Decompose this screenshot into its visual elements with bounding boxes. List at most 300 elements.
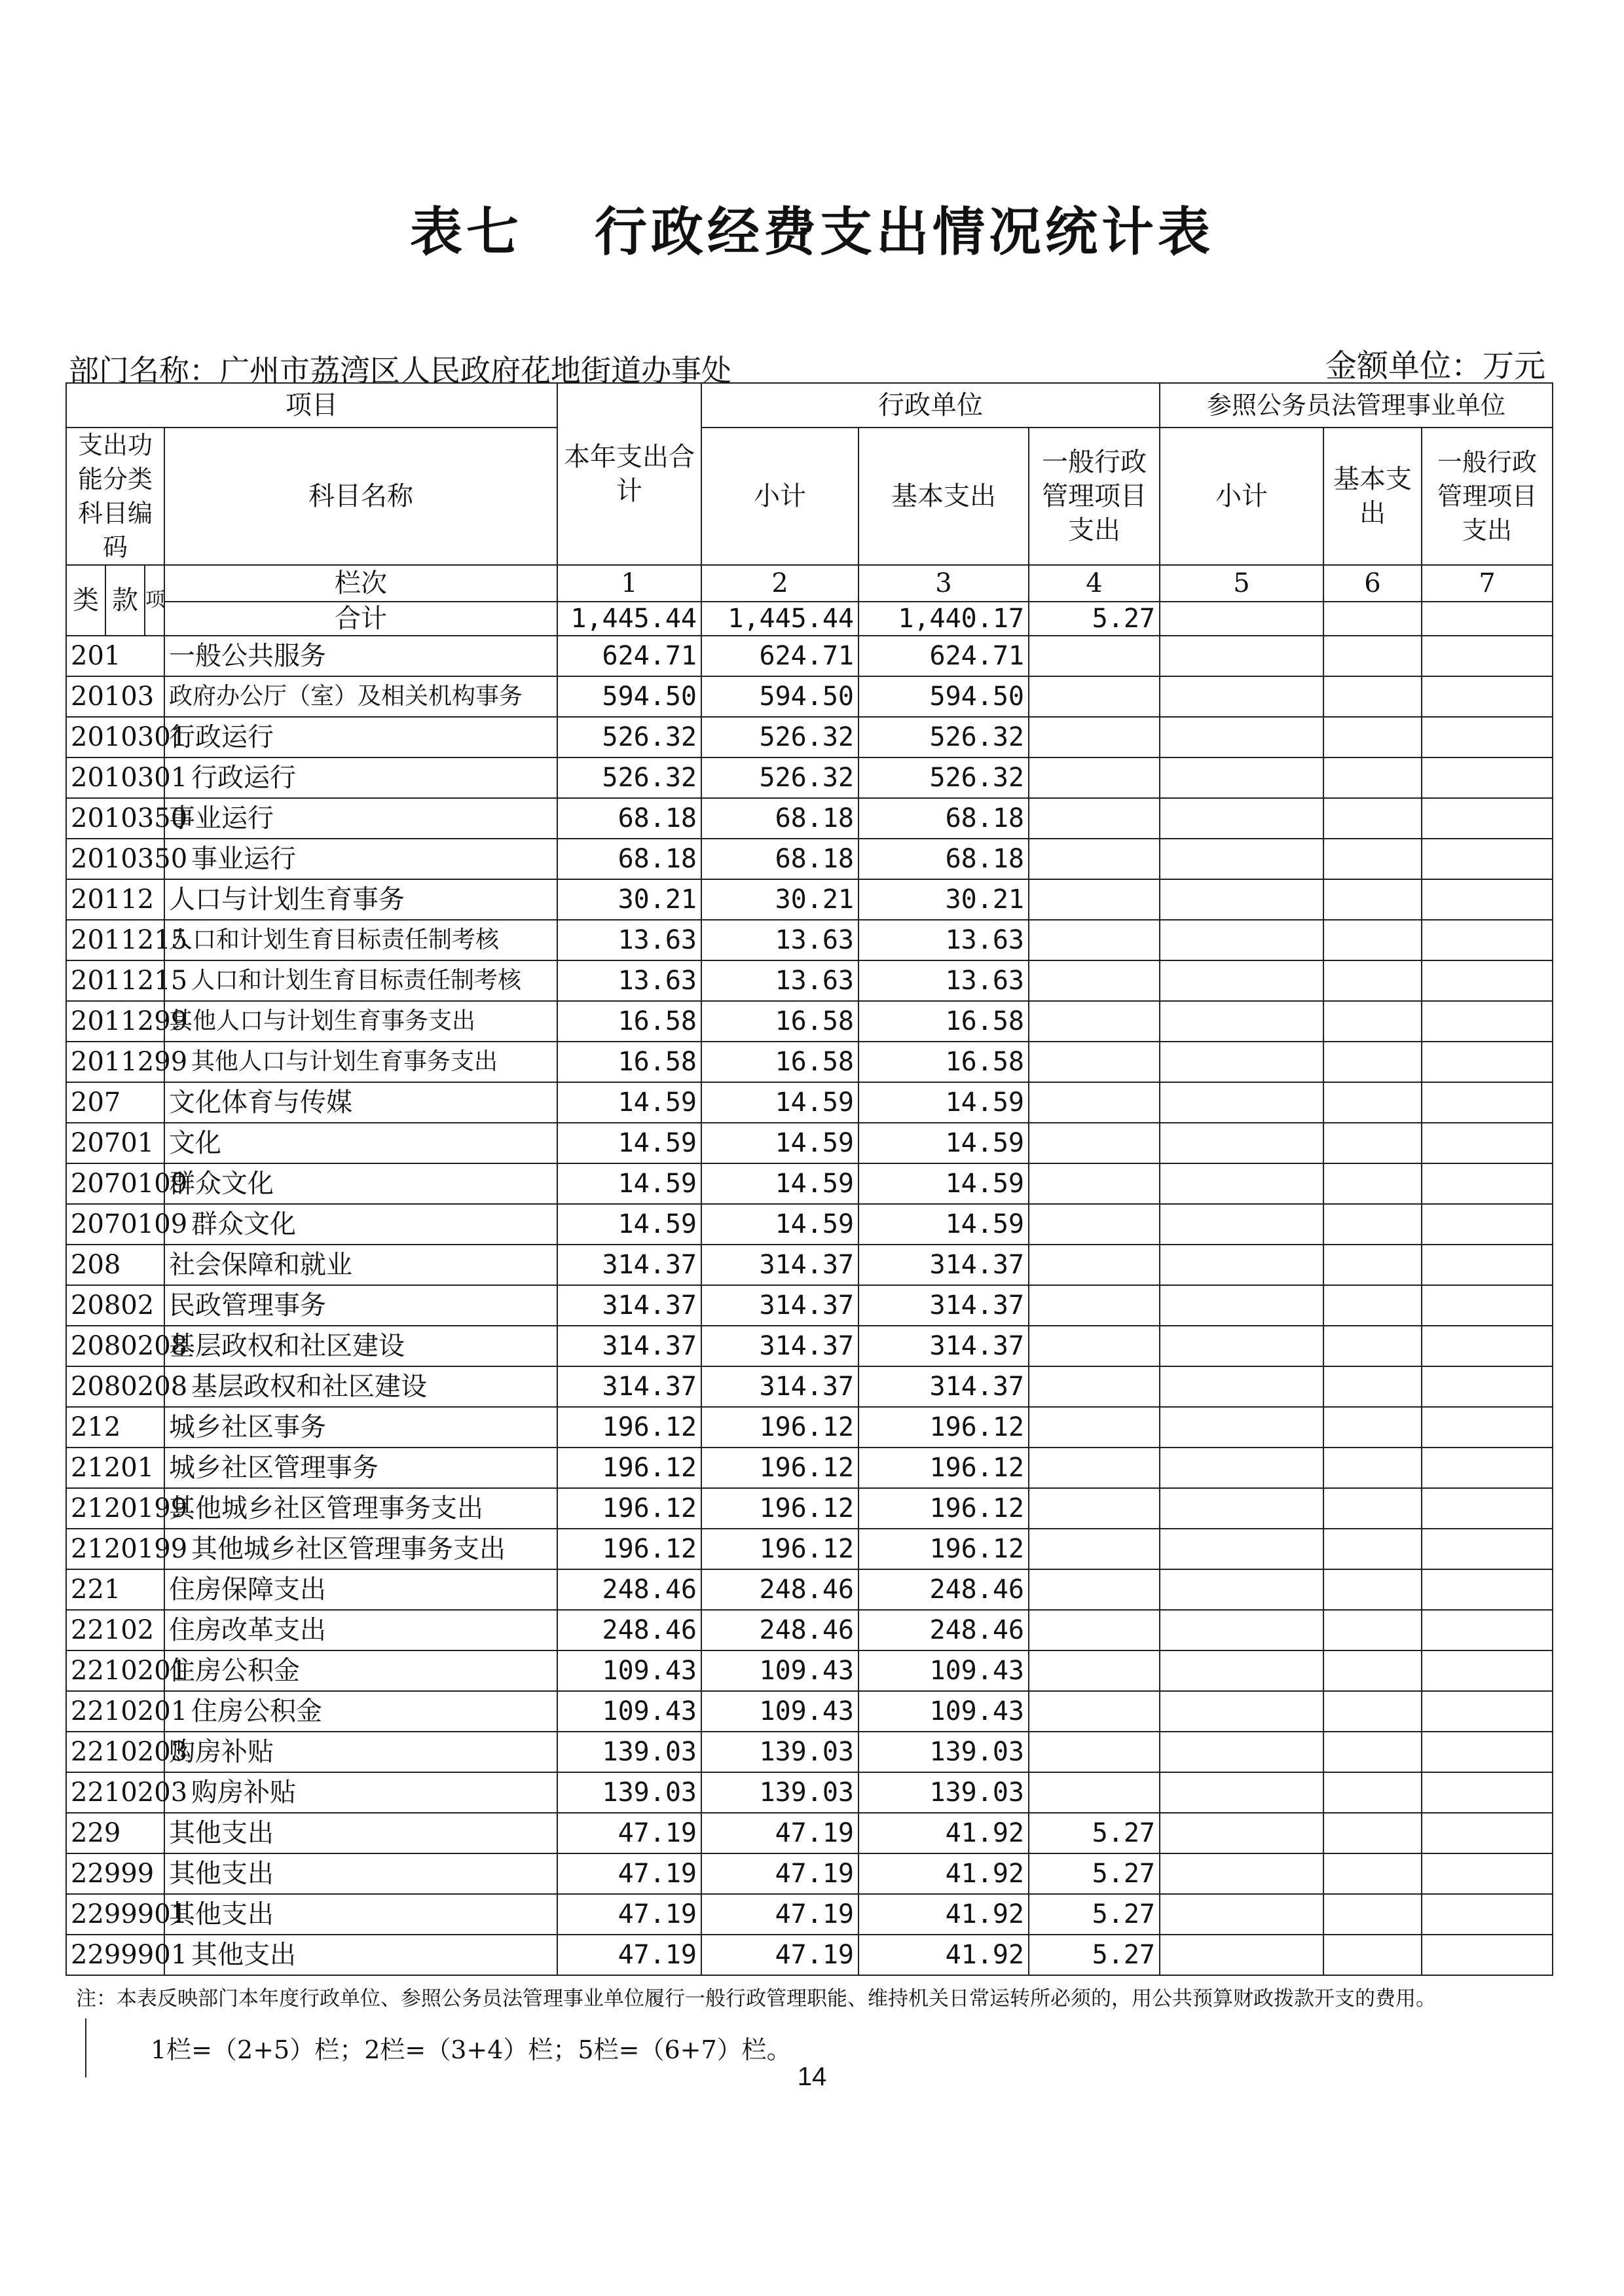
row-code: 2299901 [66, 1935, 164, 1975]
table-row [66, 1732, 1553, 1772]
row-code: 2210203 [66, 1772, 164, 1813]
header-name: 科目名称 [164, 428, 557, 565]
row-name: 住房改革支出 [164, 1610, 557, 1650]
table-row [66, 757, 1553, 798]
header-lanci: 栏次 [164, 565, 557, 602]
row-c3: 314.37 [858, 1245, 1029, 1285]
row-c4 [1029, 1001, 1160, 1042]
row-c7 [1422, 1732, 1553, 1772]
header-ref-project: 一般行政管理项目支出 [1422, 428, 1553, 565]
row-c7 [1422, 920, 1553, 960]
row-c2: 68.18 [701, 839, 858, 879]
row-c4 [1029, 1042, 1160, 1082]
row-code: 221 [66, 1569, 164, 1610]
row-c5 [1160, 1285, 1323, 1326]
table-row [66, 1894, 1553, 1935]
row-c7 [1422, 1163, 1553, 1204]
row-c3: 14.59 [858, 1204, 1029, 1245]
row-c4 [1029, 1123, 1160, 1163]
row-c1: 109.43 [557, 1650, 701, 1691]
row-c2: 47.19 [701, 1813, 858, 1853]
total-c5 [1160, 602, 1323, 636]
row-c7 [1422, 1529, 1553, 1569]
row-code: 2299901 [66, 1894, 164, 1935]
row-name: 群众文化 [164, 1204, 557, 1245]
row-c4 [1029, 1732, 1160, 1772]
row-c5 [1160, 1772, 1323, 1813]
row-name: 一般公共服务 [164, 636, 557, 676]
row-c7 [1422, 1407, 1553, 1448]
row-name: 人口和计划生育目标责任制考核 [164, 920, 557, 960]
row-c4 [1029, 1772, 1160, 1813]
table-row [66, 1935, 1553, 1975]
row-c1: 13.63 [557, 920, 701, 960]
row-c6 [1323, 676, 1422, 717]
header-total: 本年支出合计 [557, 383, 701, 565]
row-name: 人口和计划生育目标责任制考核 [164, 960, 557, 1001]
row-c7 [1422, 1650, 1553, 1691]
row-c1: 314.37 [557, 1366, 701, 1407]
row-c5 [1160, 676, 1323, 717]
row-c2: 30.21 [701, 879, 858, 920]
row-code: 229 [66, 1813, 164, 1853]
row-c3: 16.58 [858, 1042, 1029, 1082]
row-name: 住房公积金 [164, 1691, 557, 1732]
table-row [66, 1610, 1553, 1650]
total-c3: 1,440.17 [858, 602, 1029, 636]
row-c7 [1422, 1042, 1553, 1082]
table-row [66, 1245, 1553, 1285]
row-c5 [1160, 1407, 1323, 1448]
row-c5 [1160, 1691, 1323, 1732]
row-c6 [1323, 1772, 1422, 1813]
row-c2: 196.12 [701, 1488, 858, 1529]
row-c1: 16.58 [557, 1001, 701, 1042]
row-c7 [1422, 717, 1553, 757]
table-row [66, 1407, 1553, 1448]
col-index-2: 2 [701, 565, 858, 602]
row-c7 [1422, 798, 1553, 839]
table-row [66, 1285, 1553, 1326]
row-c7 [1422, 839, 1553, 879]
row-c3: 196.12 [858, 1529, 1029, 1569]
row-c5 [1160, 1204, 1323, 1245]
row-c2: 47.19 [701, 1935, 858, 1975]
row-c3: 41.92 [858, 1935, 1029, 1975]
row-c5 [1160, 839, 1323, 879]
row-c1: 16.58 [557, 1042, 701, 1082]
row-c2: 526.32 [701, 757, 858, 798]
row-c1: 196.12 [557, 1407, 701, 1448]
header-code: 支出功能分类科目编码 [66, 428, 164, 565]
row-code: 2070109 [66, 1204, 164, 1245]
amount-unit: 金额单位：万元 [1325, 348, 1545, 384]
row-c3: 139.03 [858, 1772, 1029, 1813]
row-c2: 526.32 [701, 717, 858, 757]
row-name: 基层政权和社区建设 [164, 1366, 557, 1407]
row-c3: 594.50 [858, 676, 1029, 717]
row-name: 住房公积金 [164, 1650, 557, 1691]
row-code: 2080208 [66, 1326, 164, 1366]
header-ref-subtotal: 小计 [1160, 428, 1323, 565]
row-c2: 68.18 [701, 798, 858, 839]
row-c2: 109.43 [701, 1650, 858, 1691]
row-c4 [1029, 1366, 1160, 1407]
row-c3: 41.92 [858, 1894, 1029, 1935]
row-c7 [1422, 1488, 1553, 1529]
table-row [66, 879, 1553, 920]
row-c1: 526.32 [557, 757, 701, 798]
row-c5 [1160, 1163, 1323, 1204]
row-c3: 526.32 [858, 717, 1029, 757]
table-row [66, 636, 1553, 676]
row-name: 其他支出 [164, 1894, 557, 1935]
row-name: 基层政权和社区建设 [164, 1326, 557, 1366]
row-code: 201 [66, 636, 164, 676]
table-row [66, 839, 1553, 879]
row-c1: 68.18 [557, 798, 701, 839]
expense-table [65, 382, 1553, 1976]
header-xiang: 项 [145, 565, 164, 636]
row-c7 [1422, 1691, 1553, 1732]
row-c4 [1029, 1488, 1160, 1529]
row-c2: 196.12 [701, 1407, 858, 1448]
row-c2: 314.37 [701, 1245, 858, 1285]
row-c4 [1029, 1407, 1160, 1448]
row-code: 22102 [66, 1610, 164, 1650]
row-code: 2011299 [66, 1001, 164, 1042]
table-title: 行政经费支出情况统计表 [595, 201, 1214, 263]
row-c7 [1422, 1245, 1553, 1285]
page-number: 14 [797, 2062, 827, 2091]
table-row [66, 1488, 1553, 1529]
row-c5 [1160, 1245, 1323, 1285]
row-name: 行政运行 [164, 757, 557, 798]
table-row [66, 1163, 1553, 1204]
row-c4 [1029, 839, 1160, 879]
row-c2: 624.71 [701, 636, 858, 676]
total-c7 [1422, 602, 1553, 636]
row-c1: 248.46 [557, 1610, 701, 1650]
row-name: 其他人口与计划生育事务支出 [164, 1042, 557, 1082]
row-c3: 248.46 [858, 1569, 1029, 1610]
department-name: 部门名称：广州市荔湾区人民政府花地街道办事处 [69, 353, 731, 388]
row-c1: 47.19 [557, 1935, 701, 1975]
total-c2: 1,445.44 [701, 602, 858, 636]
row-c5 [1160, 1123, 1323, 1163]
total-c4: 5.27 [1029, 602, 1160, 636]
row-c5 [1160, 636, 1323, 676]
row-c6 [1323, 1163, 1422, 1204]
table-row [66, 1772, 1553, 1813]
row-c1: 109.43 [557, 1691, 701, 1732]
row-c5 [1160, 1610, 1323, 1650]
row-code: 2120199 [66, 1488, 164, 1529]
row-c1: 13.63 [557, 960, 701, 1001]
row-c5 [1160, 1813, 1323, 1853]
row-code: 212 [66, 1407, 164, 1448]
header-admin-basic: 基本支出 [858, 428, 1029, 565]
table-row [66, 1326, 1553, 1366]
table-row [66, 960, 1553, 1001]
row-c2: 14.59 [701, 1082, 858, 1123]
row-c4 [1029, 960, 1160, 1001]
table-row [66, 1042, 1553, 1082]
row-c5 [1160, 1448, 1323, 1488]
row-c3: 68.18 [858, 798, 1029, 839]
row-c3: 196.12 [858, 1407, 1029, 1448]
row-code: 2120199 [66, 1529, 164, 1569]
row-c6 [1323, 1488, 1422, 1529]
row-name: 文化体育与传媒 [164, 1082, 557, 1123]
row-c3: 30.21 [858, 879, 1029, 920]
row-c3: 196.12 [858, 1448, 1029, 1488]
row-c1: 14.59 [557, 1123, 701, 1163]
row-name: 其他支出 [164, 1935, 557, 1975]
row-c2: 314.37 [701, 1366, 858, 1407]
page-title [0, 190, 1624, 265]
row-c4 [1029, 1082, 1160, 1123]
row-c4 [1029, 676, 1160, 717]
row-c5 [1160, 1935, 1323, 1975]
row-name: 购房补贴 [164, 1732, 557, 1772]
row-c6 [1323, 1245, 1422, 1285]
row-c6 [1323, 1285, 1422, 1326]
table-row [66, 1366, 1553, 1407]
row-c2: 14.59 [701, 1123, 858, 1163]
column-formula: 1栏=（2+5）栏；2栏=（3+4）栏；5栏=（6+7）栏。 [151, 2035, 792, 2064]
row-c7 [1422, 1853, 1553, 1894]
row-c1: 139.03 [557, 1772, 701, 1813]
row-c4: 5.27 [1029, 1853, 1160, 1894]
row-c3: 13.63 [858, 960, 1029, 1001]
row-c7 [1422, 1326, 1553, 1366]
row-code: 21201 [66, 1448, 164, 1488]
row-name: 其他城乡社区管理事务支出 [164, 1488, 557, 1529]
row-c3: 314.37 [858, 1366, 1029, 1407]
row-c2: 594.50 [701, 676, 858, 717]
row-code: 2210203 [66, 1732, 164, 1772]
row-c6 [1323, 1204, 1422, 1245]
row-c6 [1323, 960, 1422, 1001]
row-c4 [1029, 1326, 1160, 1366]
table-row [66, 920, 1553, 960]
row-c7 [1422, 1448, 1553, 1488]
row-c1: 248.46 [557, 1569, 701, 1610]
row-code: 2010301 [66, 717, 164, 757]
row-c5 [1160, 920, 1323, 960]
row-name: 文化 [164, 1123, 557, 1163]
row-code: 2010350 [66, 839, 164, 879]
row-c2: 248.46 [701, 1610, 858, 1650]
row-c3: 109.43 [858, 1650, 1029, 1691]
row-c1: 14.59 [557, 1163, 701, 1204]
table-row [66, 1650, 1553, 1691]
row-code: 20701 [66, 1123, 164, 1163]
row-c5 [1160, 1082, 1323, 1123]
row-c1: 196.12 [557, 1529, 701, 1569]
row-name: 社会保障和就业 [164, 1245, 557, 1285]
total-c1: 1,445.44 [557, 602, 701, 636]
row-c1: 196.12 [557, 1448, 701, 1488]
row-code: 2011215 [66, 920, 164, 960]
row-c5 [1160, 1488, 1323, 1529]
row-c5 [1160, 717, 1323, 757]
header-ref-basic: 基本支出 [1323, 428, 1422, 565]
row-c5 [1160, 1529, 1323, 1569]
row-c6 [1323, 1001, 1422, 1042]
row-c4: 5.27 [1029, 1935, 1160, 1975]
row-c4: 5.27 [1029, 1813, 1160, 1853]
row-c7 [1422, 1123, 1553, 1163]
row-c6 [1323, 1407, 1422, 1448]
table-number: 表七 [410, 201, 523, 263]
row-c5 [1160, 1853, 1323, 1894]
row-c7 [1422, 879, 1553, 920]
row-c3: 139.03 [858, 1732, 1029, 1772]
row-name: 其他城乡社区管理事务支出 [164, 1529, 557, 1569]
row-c2: 14.59 [701, 1204, 858, 1245]
table-row [66, 1691, 1553, 1732]
row-c7 [1422, 676, 1553, 717]
header-admin-unit: 行政单位 [701, 383, 1160, 428]
table-row [66, 676, 1553, 717]
row-c7 [1422, 757, 1553, 798]
row-c5 [1160, 1732, 1323, 1772]
row-c7 [1422, 1285, 1553, 1326]
row-c3: 68.18 [858, 839, 1029, 879]
row-c1: 68.18 [557, 839, 701, 879]
row-c2: 16.58 [701, 1001, 858, 1042]
total-label: 合计 [164, 602, 557, 636]
row-c6 [1323, 1123, 1422, 1163]
table-row [66, 798, 1553, 839]
row-c6 [1323, 798, 1422, 839]
table-row [66, 1204, 1553, 1245]
row-c1: 314.37 [557, 1285, 701, 1326]
row-code: 2010301 [66, 757, 164, 798]
row-c1: 14.59 [557, 1204, 701, 1245]
row-code: 207 [66, 1082, 164, 1123]
row-c4 [1029, 920, 1160, 960]
row-c5 [1160, 1894, 1323, 1935]
row-c4 [1029, 1204, 1160, 1245]
row-code: 2011299 [66, 1042, 164, 1082]
table-note: 注：本表反映部门本年度行政单位、参照公务员法管理事业单位履行一般行政管理职能、维持机关日常运转所必须的，用公共预算财政拨款开支的费用。 [76, 1987, 1436, 2011]
row-c5 [1160, 1042, 1323, 1082]
table-row [66, 1123, 1553, 1163]
header-item: 项目 [66, 383, 557, 428]
row-c1: 47.19 [557, 1813, 701, 1853]
row-c1: 47.19 [557, 1853, 701, 1894]
row-c6 [1323, 1448, 1422, 1488]
row-c3: 109.43 [858, 1691, 1029, 1732]
row-c7 [1422, 960, 1553, 1001]
row-c4 [1029, 757, 1160, 798]
row-code: 2011215 [66, 960, 164, 1001]
row-name: 其他支出 [164, 1853, 557, 1894]
row-c1: 314.37 [557, 1326, 701, 1366]
row-name: 政府办公厅（室）及相关机构事务 [164, 676, 557, 717]
row-c1: 314.37 [557, 1245, 701, 1285]
row-c6 [1323, 1853, 1422, 1894]
row-c6 [1323, 636, 1422, 676]
row-c6 [1323, 1691, 1422, 1732]
row-c2: 47.19 [701, 1894, 858, 1935]
row-c3: 14.59 [858, 1082, 1029, 1123]
row-c4 [1029, 636, 1160, 676]
row-c4: 5.27 [1029, 1894, 1160, 1935]
row-c1: 30.21 [557, 879, 701, 920]
row-c2: 47.19 [701, 1853, 858, 1894]
row-name: 城乡社区事务 [164, 1407, 557, 1448]
header-lei: 类 [66, 565, 105, 636]
header-kuan: 款 [105, 565, 145, 636]
row-c4 [1029, 1285, 1160, 1326]
row-c1: 594.50 [557, 676, 701, 717]
table-row [66, 1853, 1553, 1894]
table-row [66, 1569, 1553, 1610]
col-index-6: 6 [1323, 565, 1422, 602]
row-c7 [1422, 1772, 1553, 1813]
row-c4 [1029, 1245, 1160, 1285]
row-code: 208 [66, 1245, 164, 1285]
row-c2: 196.12 [701, 1448, 858, 1488]
row-code: 20802 [66, 1285, 164, 1326]
row-c3: 13.63 [858, 920, 1029, 960]
row-code: 22999 [66, 1853, 164, 1894]
row-c1: 624.71 [557, 636, 701, 676]
row-c7 [1422, 1204, 1553, 1245]
row-code: 2080208 [66, 1366, 164, 1407]
row-c4 [1029, 879, 1160, 920]
row-name: 民政管理事务 [164, 1285, 557, 1326]
row-c6 [1323, 920, 1422, 960]
row-c6 [1323, 1326, 1422, 1366]
row-c3: 314.37 [858, 1326, 1029, 1366]
row-c6 [1323, 1610, 1422, 1650]
header-admin-project: 一般行政管理项目支出 [1029, 428, 1160, 565]
row-c6 [1323, 1894, 1422, 1935]
row-name: 其他支出 [164, 1813, 557, 1853]
table-row [66, 1813, 1553, 1853]
row-c4 [1029, 1650, 1160, 1691]
table-row [66, 1529, 1553, 1569]
row-c7 [1422, 1813, 1553, 1853]
row-c2: 14.59 [701, 1163, 858, 1204]
row-c4 [1029, 798, 1160, 839]
row-c2: 196.12 [701, 1529, 858, 1569]
row-c3: 314.37 [858, 1285, 1029, 1326]
row-name: 其他人口与计划生育事务支出 [164, 1001, 557, 1042]
col-index-5: 5 [1160, 565, 1323, 602]
row-c6 [1323, 839, 1422, 879]
row-c6 [1323, 717, 1422, 757]
row-c4 [1029, 1691, 1160, 1732]
row-c7 [1422, 1082, 1553, 1123]
row-c7 [1422, 1894, 1553, 1935]
col-index-4: 4 [1029, 565, 1160, 602]
row-c2: 314.37 [701, 1326, 858, 1366]
row-name: 事业运行 [164, 798, 557, 839]
row-c6 [1323, 1935, 1422, 1975]
row-c2: 13.63 [701, 920, 858, 960]
row-c5 [1160, 1569, 1323, 1610]
col-index-1: 1 [557, 565, 701, 602]
row-c4 [1029, 1448, 1160, 1488]
row-code: 2010350 [66, 798, 164, 839]
row-c4 [1029, 717, 1160, 757]
